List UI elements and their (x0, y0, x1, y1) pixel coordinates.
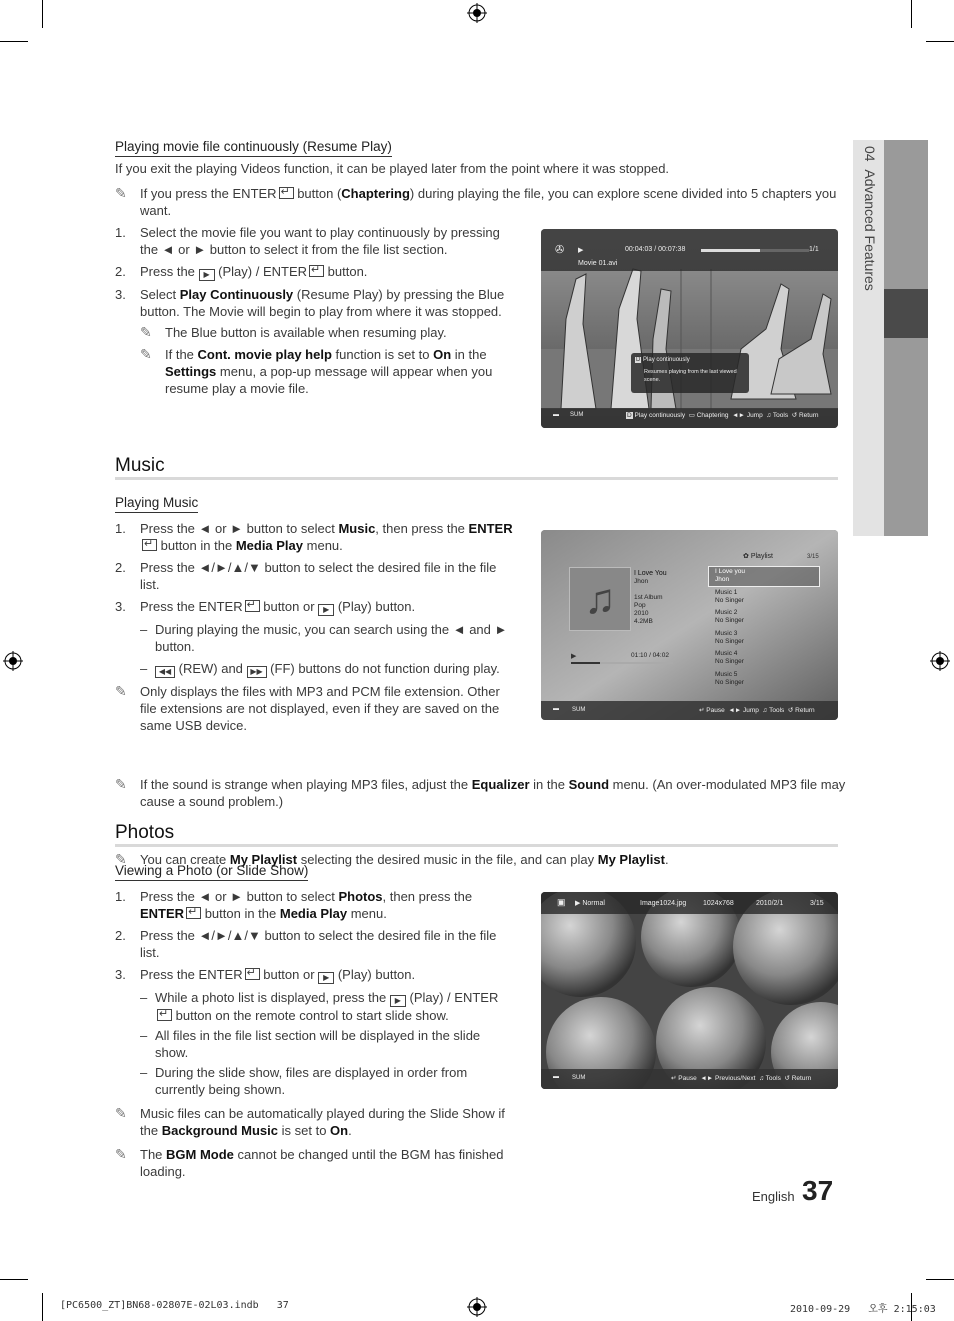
play-icon: ▶ (318, 604, 334, 616)
resume-step1: Select the movie file you want to play continuously by pressing the ◄ or ► button to select it from the file list section. (140, 225, 500, 257)
resume-intro: If you exit the playing Videos function, it can be played later from the point where it was stopped. (115, 161, 670, 176)
note-icon: ✎ (140, 324, 152, 340)
usb-icon: ▬ (553, 412, 559, 418)
playlist-item-artist: Jhon (715, 576, 730, 583)
album-art-icon: ♫ (569, 567, 631, 631)
photo-icon: ▣ (557, 897, 566, 907)
crop-mark (42, 0, 43, 28)
resume-steps: 1. Select the movie file you want to play continuously by pressing the ◄ or ► button to select it from the file list section. 2. Press the ▶ (Play) / ENTER↵ button. 3. Select Play Continuously (Resume Play) by pressing the Blue button. The Movie will begin to play from where it was stopped. ✎ The Blue button is available when resuming play. ✎ If the Cont. movie play help function is set to On in the Settings menu, a pop-up message will appear when you resume play a movie file. (115, 224, 510, 397)
playlist-item (715, 650, 815, 671)
playlist-item-title: I Love you (715, 568, 745, 575)
registration-mark (467, 3, 487, 23)
playlist-item-artist: No Singer (715, 637, 744, 645)
note-icon: ✎ (115, 1105, 127, 1121)
music-playlist (715, 568, 815, 691)
play-indicator-icon: ▶ (571, 653, 577, 660)
playlist-item-title: Music 2 (715, 609, 738, 616)
video-filename: Movie 01.avi (578, 260, 618, 267)
music-note3: ✎ You can create My Playlist selecting the desired music in the file, and can play My Playlist. (115, 851, 669, 867)
registration-mark (930, 651, 950, 671)
playlist-item-title: Music 4 (715, 650, 738, 657)
side-tab-dark (884, 140, 928, 536)
photo-mode: ▶ Normal (575, 900, 605, 907)
crop-mark (926, 1279, 954, 1280)
note-icon: ✎ (115, 851, 127, 867)
photo-count: 3/15 (810, 900, 824, 907)
music-note2: ✎ If the sound is strange when playing MP3 files, adjust the Equalizer in the Sound menu. (An over-modulated MP3 file may cause a sound problem.) (115, 776, 846, 809)
fast-forward-icon: ▶▶ (247, 666, 267, 678)
play-icon: ▶ (199, 269, 215, 281)
resume-heading: Playing movie file continuously (Resume Play) (115, 139, 392, 157)
footer-language: English (752, 1189, 795, 1204)
registration-mark (3, 651, 23, 671)
playlist-item-artist: No Singer (715, 596, 744, 604)
device-name: SUM (570, 412, 584, 418)
photo-control-bar: ↵ Pause ◄► Previous/Next ♫ Tools ↺ Return (671, 1075, 812, 1082)
crop-mark (926, 41, 954, 42)
usb-icon: ▬ (553, 1074, 559, 1080)
video-count: 1/1 (809, 246, 819, 253)
section-rule (115, 477, 838, 480)
note-icon: ✎ (115, 683, 127, 699)
photos-steps: 1. Press the ◄ or ► button to select Photos, then press the ENTER↵ button in the Media Play menu. 2. Press the ◄/►/▲/▼ button to select the desired file in the file list. 3. Press the ENTER↵ button or ▶ (Play) button. – While a photo list is displayed, press the ▶ (Play) / ENTER↵ button on the remote control to start slide show. – All files in the file list section will be displayed in the slide show. – During the slide show, files are displayed in order from currently being shown. ✎ Music files can be automatically played during the Slide Show if the Background Music is set to On. ✎ The BGM Mode cannot be changed until the BGM has finished loading. (115, 888, 515, 1180)
resume-popup: D Play continuously Resumes playing from the last viewed scene. (631, 353, 749, 393)
usb-icon: ▬ (553, 706, 559, 712)
play-icon: ▶ (318, 972, 334, 984)
note-icon: ✎ (115, 185, 127, 201)
enter-icon (157, 1009, 172, 1021)
page-number: 37 (802, 1175, 834, 1206)
playlist-item (715, 609, 815, 630)
photos-title: Photos (115, 822, 175, 843)
video-control-bar: D Play continuously ▭ Chaptering ◄► Jump ♫ Tools ↺ Return (627, 412, 819, 419)
playlist-item-title: Music 3 (715, 629, 738, 637)
video-time: 00:04:03 / 00:07:38 (625, 246, 686, 253)
rewind-icon: ◀◀ (155, 666, 175, 678)
photo-filename: Image1024.jpg (640, 900, 687, 907)
print-file-info: [PC6500_ZT]BN68-02807E-02L03.indb 37 (60, 1300, 289, 1311)
music-control-bar: ↵ Pause ◄► Jump ♫ Tools ↺ Return (699, 707, 815, 714)
play-indicator-icon: ▶ (578, 247, 584, 254)
playlist-item (715, 630, 815, 651)
music-time: 01:10 / 04:02 (631, 652, 669, 659)
side-tab-marker (884, 289, 928, 338)
playlist-item (715, 589, 815, 610)
note-icon: ✎ (140, 346, 152, 362)
music-heading: Playing Music (115, 495, 198, 513)
crop-mark (911, 0, 912, 28)
photo-screen: ▣ ▶ Normal Image1024.jpg 1024x768 2010/2/1 3/15 ▬ SUM ↵ Pause ◄► Previous/Next ♫ Tools ↺ Return (541, 892, 838, 1089)
playlist-item-artist: No Singer (715, 658, 744, 665)
photo-date: 2010/2/1 (756, 900, 784, 907)
playlist-item-artist: No Singer (715, 617, 744, 624)
chapter-number: 04 (862, 146, 878, 162)
apples-photo (541, 892, 838, 1089)
enter-icon (186, 907, 201, 919)
enter-icon (245, 600, 260, 612)
playlist-item (715, 671, 815, 692)
enter-icon (245, 968, 260, 980)
play-icon: ▶ (390, 995, 406, 1007)
film-icon: ✇ (555, 244, 565, 256)
enter-icon (309, 265, 324, 277)
music-screen: ♫ I Love You Jhon 1st Album Pop 2010 4.2MB ▶ 01:10 / 04:02 ✿ Playlist 3/15 I Love you Jhon Music 1 No Singer Music 2 No Singer Music 3 No Singer Music 4 No Singer Music 5 No Singer ▬ SUM ↵ Pause ◄► Jump ♫ Tools ↺ Return (541, 530, 838, 720)
playlist-item-title: Music 5 (715, 670, 738, 678)
chapter-title: Advanced Features (862, 169, 878, 291)
music-count: 3/15 (807, 554, 819, 560)
print-date: 2010-09-29 오후 2:15:03 (790, 1304, 936, 1315)
enter-icon (279, 187, 294, 199)
note-icon: ✎ (115, 776, 127, 792)
playlist-item-artist: No Singer (715, 678, 744, 686)
playlist-item (715, 568, 815, 589)
photos-heading: Viewing a Photo (or Slide Show) (115, 863, 308, 881)
video-screen (541, 229, 838, 428)
side-tab-label (858, 146, 878, 346)
music-title: Music (115, 455, 165, 476)
playlist-item-title: Music 1 (715, 588, 738, 596)
registration-mark (467, 1297, 487, 1317)
enter-icon (142, 539, 157, 551)
crop-mark (42, 1293, 43, 1321)
resume-note: ✎ If you press the ENTER↵ button (Chaptering) during playing the file, you can explore scene divided into 5 chapters you want. (115, 185, 850, 219)
section-rule (115, 844, 838, 847)
crop-mark (0, 41, 28, 42)
music-steps: 1. Press the ◄ or ► button to select Music, then press the ENTER↵ button in the Media Play menu. 2. Press the ◄/►/▲/▼ button to select the desired file in the file list. 3. Press the ENTER↵ button or ▶ (Play) button. – During playing the music, you can search using the ◄ and ► button. – ◀◀ (REW) and ▶▶ (FF) buttons do not function during play. ✎ Only displays the files with MP3 and PCM file extension. Other file extensions are not displayed, even if they are saved on the same USB device. (115, 520, 515, 734)
music-playlist-label: ✿ Playlist (743, 553, 774, 560)
note-icon: ✎ (115, 1146, 127, 1162)
playlist-icon: ✿ (743, 553, 749, 560)
music-song: I Love You (634, 570, 667, 577)
photo-resolution: 1024x768 (703, 900, 734, 907)
crop-mark (0, 1279, 28, 1280)
